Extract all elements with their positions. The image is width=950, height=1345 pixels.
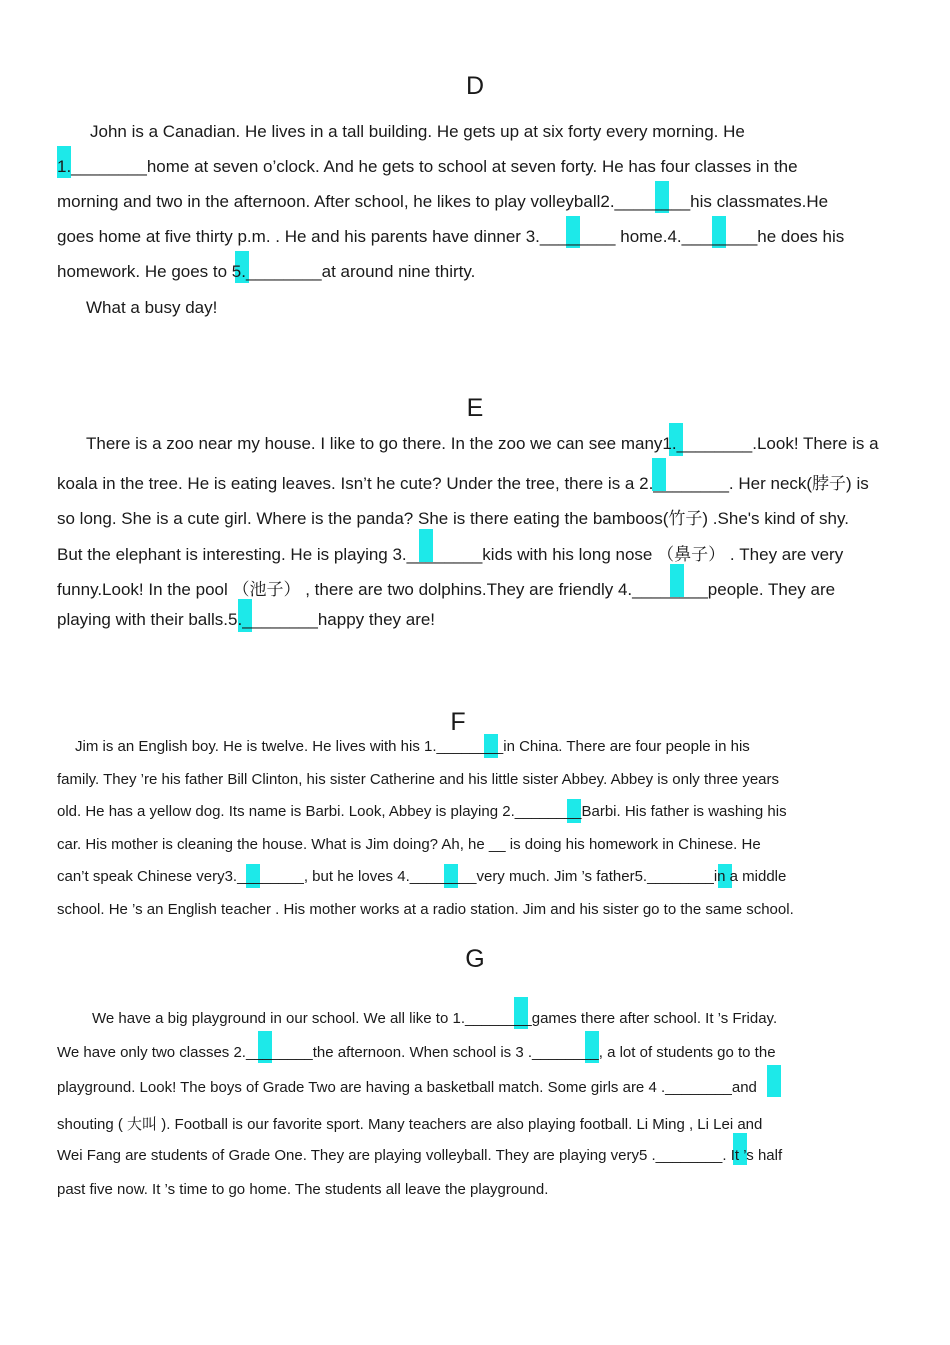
passage-f-line-4: car. His mother is cleaning the house. What is Jim doing? Ah, he __ is doing his homework in Chinese. He [57, 836, 761, 853]
passage-d-line-1: John is a Canadian. He lives in a tall building. He gets up at six forty every morning. He [90, 122, 745, 141]
passage-g-line-4: shouting ( 大叫 ). Football is our favorite sport. Many teachers are also playing football. Li Ming , Li Lei and [57, 1116, 763, 1133]
passage-e-line-5: funny.Look! In the pool （池子） , there are two dolphins.They are friendly 4.________people. They are [57, 580, 836, 599]
passage-d-line-6: What a busy day! [86, 298, 218, 317]
passage-d-line-4: goes home at five thirty p.m. . He and his parents have dinner 3.________ home.4.________he does his [57, 227, 845, 246]
passage-g-line-2: We have only two classes 2.________the afternoon. When school is 3 .________, a lot of students go to the [57, 1044, 776, 1061]
passage-f-line-1: Jim is an English boy. He is twelve. He lives with his 1.________in China. There are four people in his [75, 738, 750, 755]
section-d-heading: D [465, 72, 485, 100]
passage-e-line-1: There is a zoo near my house. I like to go there. In the zoo we can see many1.________.Look! There is a [86, 434, 879, 453]
passage-d-line-2: 1.________home at seven o’clock. And he gets to school at seven forty. He has four classes in the [57, 157, 798, 176]
passage-f-line-6: school. He ’s an English teacher . His mother works at a radio station. Jim and his sister go to the same school. [57, 901, 794, 918]
passage-e-line-3: so long. She is a cute girl. Where is the panda? She is there eating the bamboos(竹子) .She's kind of shy. [57, 509, 849, 528]
passage-e-line-6: playing with their balls.5.________happy they are! [57, 610, 436, 629]
passage-f-line-5: can’t speak Chinese very3.________, but he loves 4.________very much. Jim ’s father5.________in a middle [57, 868, 787, 885]
passage-g-line-5: Wei Fang are students of Grade One. They are playing volleyball. They are playing very5 .________. It ’s half [57, 1147, 783, 1164]
passage-f-line-3: old. He has a yellow dog. Its name is Barbi. Look, Abbey is playing 2.________Barbi. His father is washing his [57, 803, 787, 820]
section-f-heading: F [450, 708, 466, 736]
passage-g-line-3: playground. Look! The boys of Grade Two are having a basketball match. Some girls are 4 .________and [57, 1079, 757, 1096]
passage-g-line-6: past five now. It ’s time to go home. The students all leave the playground. [57, 1181, 549, 1198]
passage-g-line-1: We have a big playground in our school. We all like to 1.________games there after school. It ’s Friday. [92, 1010, 778, 1027]
passage-f-line-2: family. They ’re his father Bill Clinton, his sister Catherine and his little sister Abbey. Abbey is only three years [57, 771, 779, 788]
passage-e-line-4: But the elephant is interesting. He is playing 3.________kids with his long nose （鼻子） . They are very [57, 545, 844, 564]
highlight-mark [767, 1065, 781, 1097]
section-g-heading: G [465, 945, 485, 973]
passage-d-line-3: morning and two in the afternoon. After school, he likes to play volleyball2.________his classmates.He [57, 192, 829, 211]
section-e-heading: E [466, 394, 484, 422]
passage-e-line-2: koala in the tree. He is eating leaves. Isn’t he cute? Under the tree, there is a 2.________. Her neck(脖子) is [57, 474, 869, 493]
passage-d-line-5: homework. He goes to 5.________at around nine thirty. [57, 262, 476, 281]
